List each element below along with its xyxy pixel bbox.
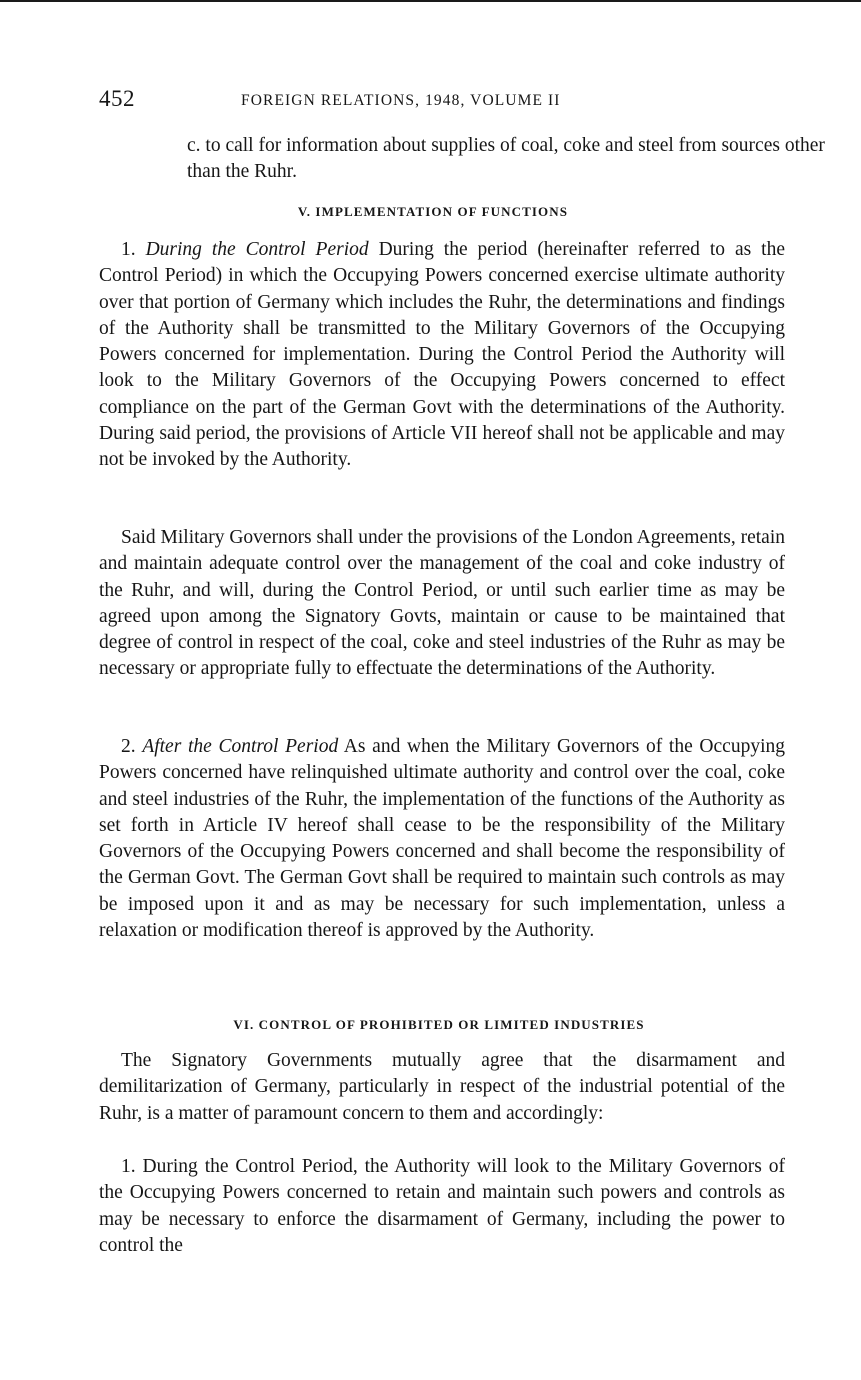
section-vi-paragraph-2 xyxy=(99,1154,785,1259)
paragraph-during-control-period xyxy=(99,237,785,474)
paragraph-text: As and when the Military Governors of the Occupying Powers concerned have relinquished ultimate authority and control over the coal, coke and steel industries of the Ruhr, the implementation of the functions of the Authority as set forth in Article IV hereof shall cease to be the responsibility of the Military Governors of the Occupying Powers concerned and shall become the responsibility of the German Govt. The German Govt shall be required to maintain such controls as may be imposed upon it and as may be necessary for such implementation, unless a relaxation or modification thereof is approved by the Authority. xyxy=(99,736,785,942)
page-number: 452 xyxy=(99,86,135,111)
paragraph-signatory-governments: The Signatory Governments mutually agree that the disarmament and demilitarization of Germany, particularly in respect of the industrial potential of the Ruhr, is a matter of paramount concern to them and accordingly: xyxy=(99,1050,785,1124)
section-heading-v: V. IMPLEMENTATION OF FUNCTIONS xyxy=(297,204,569,219)
paragraph-during-control-period-authority: 1. During the Control Period, the Authority will look to the Military Governors of the Occupying Powers concerned to retain and maintain such powers and controls as may be necessary to enforce the disarmament of Germany, including the power to control the xyxy=(99,1156,785,1256)
paragraph-military-governors: Said Military Governors shall under the provisions of the London Agreements, retain and maintain adequate control over the management of the coal and coke industry of the Ruhr, and will, during the Control Period, or until such earlier time as may be agreed upon among the Signatory Govts, maintain or cause to be maintained that degree of control in respect of the coal, coke and steel industries of the Ruhr as may be necessary or appropriate fully to effectuate the determinations of the Authority. xyxy=(99,527,785,680)
list-item-c-text: c. to call for information about supplies of coal, coke and steel from sources other than the Ruhr. xyxy=(187,135,825,183)
section-heading-vi: VI. CONTROL OF PROHIBITED OR LIMITED INDUSTRIES xyxy=(233,1017,645,1032)
section-v-paragraph-1 xyxy=(99,237,785,474)
section-v-paragraph-3 xyxy=(99,734,785,944)
running-title: FOREIGN RELATIONS, 1948, VOLUME II xyxy=(241,92,561,109)
paragraph-number: 1. xyxy=(121,239,146,260)
list-item-c xyxy=(143,133,829,186)
paragraph-text: During the period (hereinafter referred to as the Control Period) in which the Occupying Powers concerned exercise ultimate authority over that portion of Germany which includes the Ruhr, the determinations and findings of the Authority shall be transmitted to the Military Governors of the Occupying Powers concerned for implementation. During the Control Period the Authority will look to the Military Governors of the Occupying Powers concerned to effect compliance on the part of the German Govt with the determinations of the Authority. During said period, the provisions of Article VII hereof shall not be applicable and may not be invoked by the Authority. xyxy=(99,239,785,471)
section-v-paragraph-2 xyxy=(99,525,785,683)
paragraph-after-control-period xyxy=(99,734,785,944)
page-top-edge xyxy=(0,0,861,2)
run-in-title: After the Control Period xyxy=(142,736,339,757)
page-header xyxy=(99,86,659,116)
run-in-title: During the Control Period xyxy=(145,239,369,260)
paragraph-number: 2. xyxy=(121,736,143,757)
section-vi-paragraph-1 xyxy=(99,1048,785,1127)
